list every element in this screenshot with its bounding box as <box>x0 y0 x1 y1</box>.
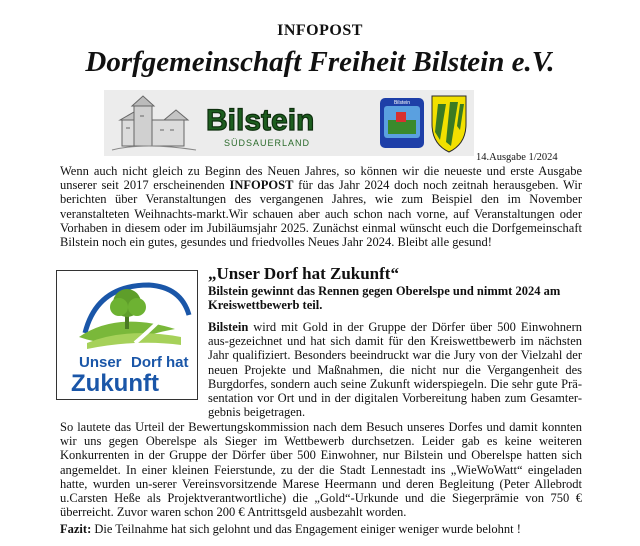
intro-infopost-highlight: INFOPOST <box>229 178 294 193</box>
article-paragraph-1-text: wird mit Gold in der Gruppe der Dörfer über 500 Einwohnern aus-gezeichnet und hat sich damit für den Kreiswettbewerb im nächsten Jahr qualifiziert. Besonders beeindruckt war die Jury von der Vielzahl der neuen Projekte und Maßnahmen, die nicht nur die Vergangenheit des Burgdorfes, sondern auch seine Zukunft widerspiegeln. Die sehr gute Prä-sentation vor Ort und in der digitalen Vorbereitung haben zum Gesamter-gebnis beigetragen. <box>208 320 582 420</box>
logo-line-unser: Unser <box>79 354 122 371</box>
zukunft-logo-artwork <box>57 271 197 399</box>
intro-text-start: Wenn auch nicht gleich zu Beginn des Neuen Jahres, so können wir die neueste und erste Ausgabe unserer seit 2017 erscheinenden <box>60 164 582 193</box>
banner-logo-subtext: SÜDSAUERLAND <box>224 138 311 148</box>
article-heading: „Unser Dorf hat Zukunft“ <box>208 264 399 283</box>
banner-artwork <box>104 90 474 156</box>
article-paragraph-2: So lautete das Urteil der Bewertungskommission nach dem Besuch unseres Dorfes und damit konnten wir uns gegen Oberelspe als Sieger im Wettbewerb durchsetzen. Leider gab es keine weiteren Konkurrenten in der Gruppe der Dörfer über 500 Einwohner, nur Bilstein und Oberelspe hatten sich angemeldet. In einer kleinen Feierstunde, zu der die Stadt Lennestadt ins „WieWoWatt“ eingeladen hatte, wurden un-serer Vereinsvorsitzende Marese Heermann und deren Begleitung (Peter Allebrodt u.Carsten Heße als Projektverantwortliche) die „Gold“-Urkunde und die Siegerprämie von 750 € überreicht. Zuvor waren schon 200 € Antrittsgeld ausbezahlt worden. <box>60 420 582 520</box>
article-conclusion <box>60 522 582 536</box>
article-paragraph-1 <box>208 320 582 419</box>
village-badge <box>380 98 424 148</box>
intro-text-end: für das Jahr 2024 doch noch zeitnah herausgeben. Wir berichten über Veranstaltungen des vergangenen Jahres, wie zum Beispiel den im November veranstalteten Weihnachts-markt.Wir schauen aber auch schon nach vorne, auf Veranstaltungen oder Vorhaben in diesem oder im Jubiläumsjahr 2025. Zunächst einmal wünscht euch die Dorfgemeinschaft Bilstein noch ein gutes, gesundes und friedvolles Neues Jahr 2024. Bleibt alle gesund! <box>60 178 582 250</box>
article-subheading: Bilstein gewinnt das Rennen gegen Oberelspe und nimmt 2024 am Kreiswettbewerb teil. <box>208 284 561 313</box>
article-lead-word: Bilstein <box>208 320 249 334</box>
newsletter-kicker: INFOPOST <box>277 22 363 39</box>
banner-logo-text: Bilstein <box>206 104 315 137</box>
conclusion-label: Fazit: <box>60 522 92 536</box>
logo-line-zukunft: Zukunft <box>71 370 159 397</box>
intro-paragraph <box>60 164 582 249</box>
newsletter-title: Dorfgemeinschaft Freiheit Bilstein e.V. <box>85 46 555 78</box>
logo-line-dorf-hat: Dorf hat <box>131 354 189 371</box>
conclusion-text: Die Teilnahme hat sich gelohnt und das Engagement einiger weniger wurde belohnt ! <box>91 522 521 536</box>
unser-dorf-hat-zukunft-logo <box>56 270 198 400</box>
issue-number: 14.Ausgabe 1/2024 <box>476 152 558 163</box>
banner-image <box>104 90 474 156</box>
badge-text: Bilstein <box>393 100 411 106</box>
